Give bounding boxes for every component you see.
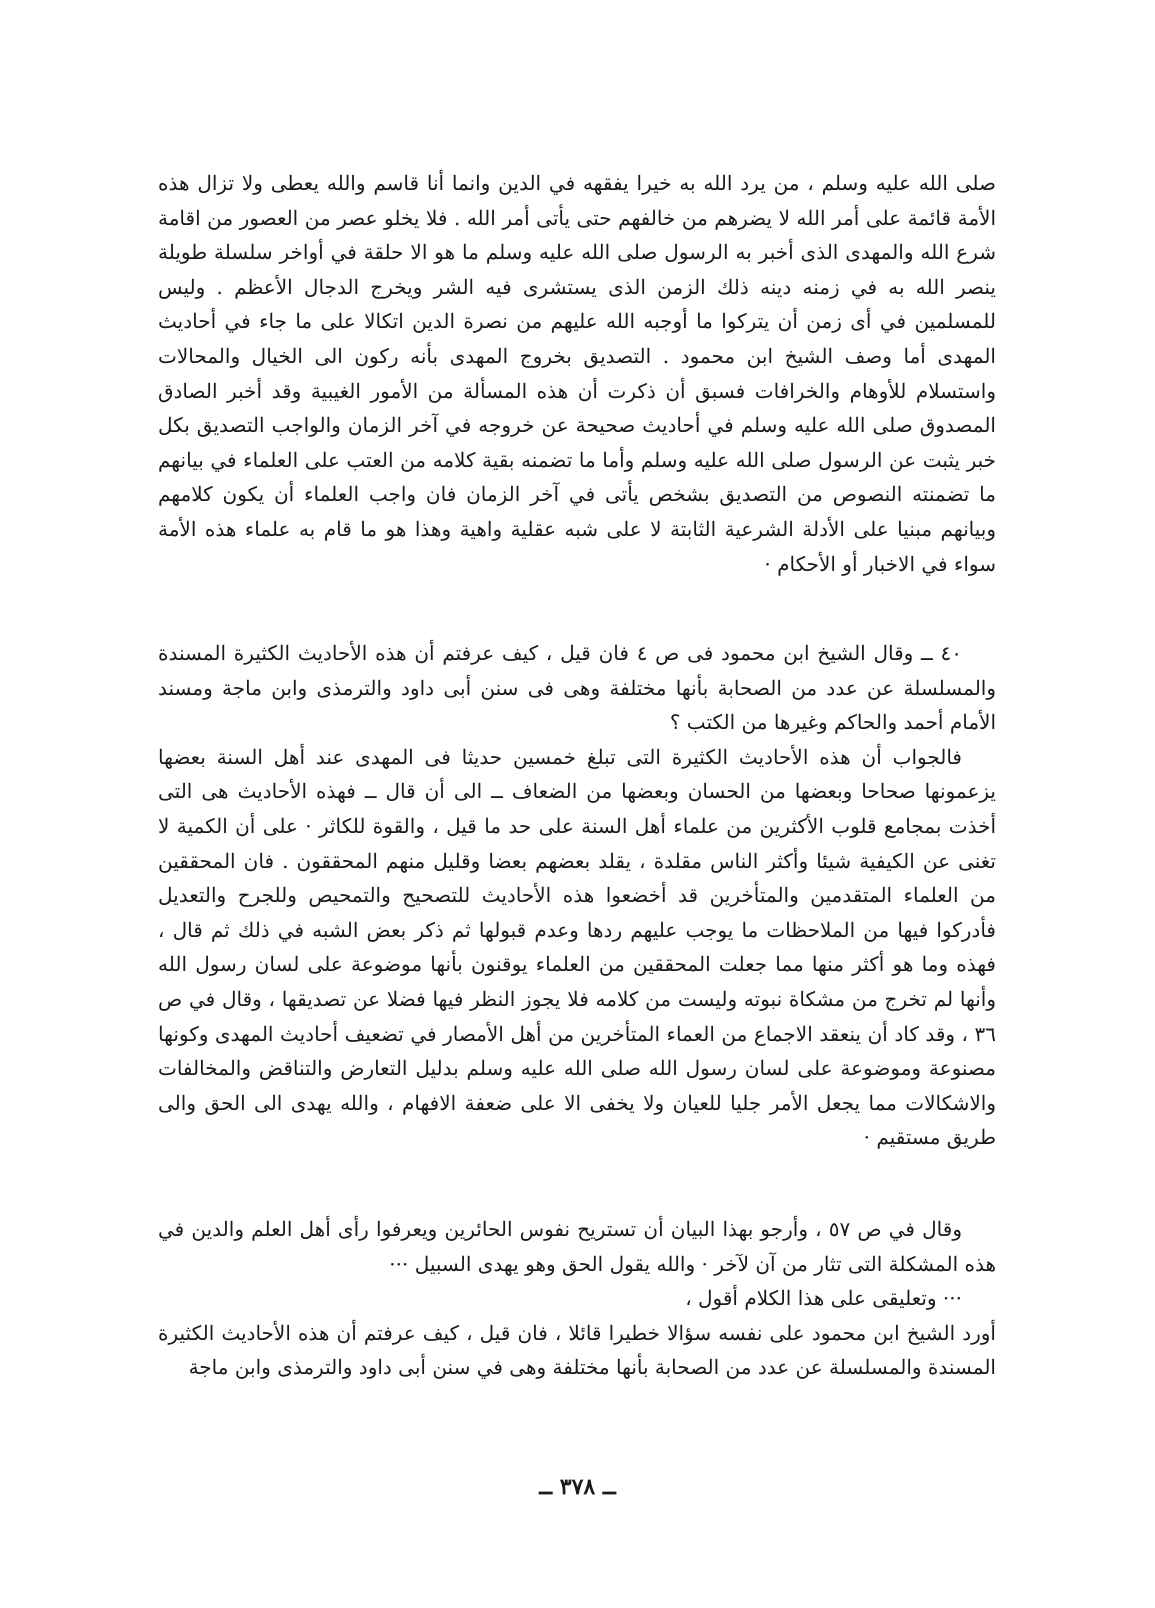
commentary-intro: ··· وتعليقى على هذا الكلام أقول ، (685, 1286, 962, 1311)
quote-page-57: وقال في ص ٥٧ ، وأرجو بهذا البيان أن تستريح نفوس الحائرين ويعرفوا رأى أهل العلم والدين في هذه المشكلة التى تثار من آن لآخر · والله يقول الحق وهو يهدى السبيل ··· (158, 1217, 996, 1276)
page-number: ــ ٣٧٨ ــ (539, 1474, 616, 1500)
item-40-question: ٤٠ ــ وقال الشيخ ابن محمود فى ص ٤ فان قيل ، كيف عرفتم أن هذه الأحاديث الكثيرة المسندة والمسلسلة عن عدد من الصحابة بأنها مختلفة وهى فى سنن أبى داود والترمذى وابن ماجة ومسند الأمام أحمد والحاكم وغيرها من الكتب ؟ (158, 641, 996, 735)
item-40-answer: فالجواب أن هذه الأحاديث الكثيرة التى تبلغ خمسين حديثا فى المهدى عند أهل السنة بعضها يزعمونها صحاحا وبعضها من الحسان وبعضها من الضعاف ــ الى أن قال ــ فهذه الأحاديث هى التى أخذت بمجامع قلوب الأكثرين من علماء أهل السنة على حد ما قيل ، والقوة للكاثر · على أن الكمية لا تغنى عن الكيفية شيئا وأكثر الناس مقلدة ، يقلد بعضهم بعضا وقليل منهم المحققون . فان المحققين من العلماء المتقدمين والمتأخرين قد أخضعوا هذه الأحاديث للتصحيح والتمحيص وللجرح والتعديل فأدركوا فيها من الملاحظات ما يوجب عليهم ردها وعدم قبولها ثم ذكر بعض الشبه في ذلك ثم قال ، فهذه وما هو أكثر منها مما جعلت المحققين من العلماء يوقنون بأنها موضوعة على لسان رسول الله وأنها لم تخرج من مشكاة نبوته وليست من كلامه فلا يجوز النظر فيها فضلا عن تصديقها ، وقال في ص ٣٦ ، وقد كاد أن ينعقد الاجماع من العماء المتأخرين من أهل الأمصار في تضعيف أحاديث المهدى وكونها مصنوعة وموضوعة على لسان رسول الله صلى الله عليه وسلم بدليل التعارض والتناقض والمخالفات والاشكالات مما يجعل الأمر جليا للعيان ولا يخفى الا على ضعفة الافهام ، والله يهدى الى الحق والى طريق مستقيم · (158, 744, 996, 1150)
commentary-text: أورد الشيخ ابن محمود على نفسه سؤالا خطيرا قائلا ، فان قيل ، كيف عرفتم أن هذه الأحاديث الكثيرة المسندة والمسلسلة عن عدد من الصحابة بأنها مختلفة وهى في سنن أبى داود والترمذى وابن ماجة (158, 1320, 996, 1380)
section-item-40 (158, 636, 996, 1155)
reply-section (158, 1212, 996, 1385)
body-paragraph-1 (158, 166, 996, 581)
paragraph-text: صلى الله عليه وسلم ، من يرد الله به خيرا يفقهه في الدين وانما أنا قاسم والله يعطى ولا تزال هذه الأمة قائمة على أمر الله لا يضرهم من خالفهم حتى يأتى أمر الله . فلا يخلو عصر من العصور من اقامة شرع الله والمهدى الذى أخبر به الرسول صلى الله عليه وسلم ما هو الا حلقة في أواخر سلسلة طويلة ينصر الله به في زمنه دينه ذلك الزمن الذى يستشرى فيه الشر ويخرج الدجال الأعظم . وليس للمسلمين في أى زمن أن يتركوا ما أوجبه الله عليهم من نصرة الدين اتكالا على ما جاء في أحاديث المهدى أما وصف الشيخ ابن محمود . التصديق بخروج المهدى بأنه ركون الى الخيال والمحالات واستسلام للأوهام والخرافات فسبق أن ذكرت أن هذه المسألة من الأمور الغيبية وقد أخبر الصادق المصدوق صلى الله عليه وسلم في أحاديث صحيحة عن خروجه في آخر الزمان والواجب التصديق بكل خبر يثبت عن الرسول صلى الله عليه وسلم وأما ما تضمنه بقية كلامه من العتب على العلماء في بيانهم ما تضمنته النصوص من التصديق بشخص يأتى في آخر الزمان فان واجب العلماء أن يكون كلامهم وبيانهم مبنيا على الأدلة الشرعية الثابتة لا على شبه عقلية واهية وهذا هو ما قام به علماء هذه الأمة سواء في الاخبار أو الأحكام · (158, 171, 997, 576)
